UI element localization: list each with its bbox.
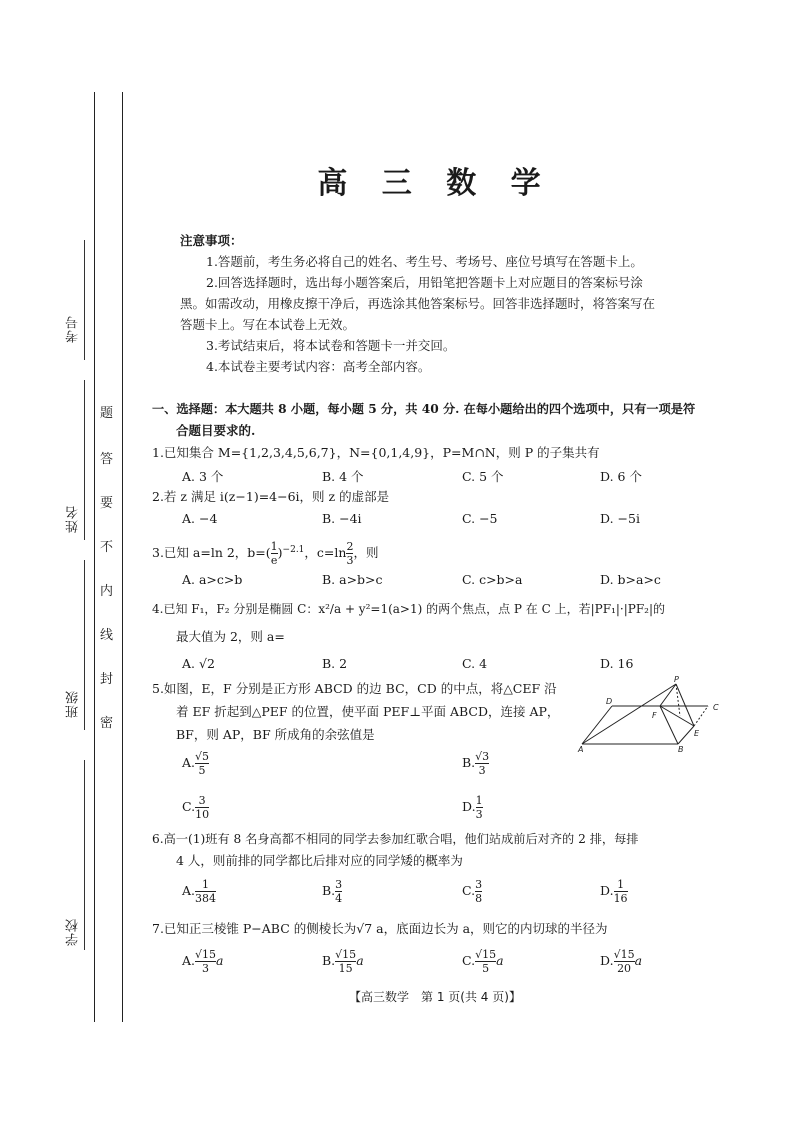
question-3-stem (152, 536, 378, 567)
school-blank (84, 760, 85, 950)
question-6-option-c (462, 878, 482, 905)
question-4-option-a: A. √2 (182, 656, 215, 671)
question-7-stem: 7.已知正三棱锥 P−ABC 的侧棱长为√7 a，底面边长为 a，则它的内切球的半径为 (152, 921, 608, 936)
label-D: D (606, 697, 613, 706)
question-3-option-a: A. a>c>b (182, 572, 243, 587)
seal-char: 要 (100, 496, 114, 511)
option-label: B. (322, 953, 336, 968)
question-6-stem: 6.高一(1)班有 8 名身高都不相同的同学去参加红歌合唱，他们站成前后对齐的 2 排，每排 (152, 832, 639, 846)
fraction-denominator: 16 (613, 892, 628, 905)
notice-item: 3.考试结束后，将本试卷和答题卡一并交回。 (206, 338, 456, 353)
question-3-option-d: D. b>a>c (600, 572, 661, 587)
seal-char: 密 (100, 716, 114, 731)
question-7-option-d (600, 948, 642, 975)
option-fraction (335, 878, 342, 905)
label-B: B (678, 745, 684, 754)
fraction-denominator: 4 (335, 892, 343, 905)
fraction-numerator: 1 (202, 878, 210, 891)
fraction-denominator: 5 (475, 961, 496, 975)
question-5-option-d (462, 794, 483, 821)
option-fraction (195, 750, 209, 777)
fraction-denominator: e (270, 554, 278, 568)
option-fraction (195, 878, 216, 905)
seal-char: 不 (100, 540, 114, 555)
question-3-stem-part: ，c=ln (304, 545, 347, 561)
segment-AP (582, 684, 676, 744)
question-7-option-b (322, 948, 364, 975)
exam-no-label: 考号 (66, 315, 81, 343)
question-4-option-d: D. 16 (600, 656, 634, 671)
fraction-denominator: 3 (475, 808, 483, 821)
question-3-exponent: −2.1 (282, 545, 305, 555)
fraction-numerator: 2 (346, 540, 354, 554)
option-label: D. (462, 799, 476, 814)
fraction-numerator: 3 (198, 794, 206, 807)
question-4-option-c: C. 4 (462, 656, 488, 671)
option-label: B. (322, 883, 336, 898)
edge-DA (582, 706, 612, 744)
option-suffix: a (634, 953, 643, 968)
option-suffix: a (356, 953, 364, 968)
seal-char: 题 (100, 406, 114, 421)
section-heading: 一、选择题：本大题共 8 小题，每小题 5 分，共 40 分. 在每小题给出的四个选项中，只有一项是符 (152, 402, 696, 416)
seal-char: 内 (100, 584, 114, 599)
option-fraction (475, 878, 482, 905)
fraction-denominator: 384 (195, 892, 217, 905)
question-2-option-a: A. −4 (182, 511, 218, 526)
fraction-denominator: 5 (195, 763, 209, 777)
notice-item: 答题卡上。写在本试卷上无效。 (180, 317, 356, 332)
question-4-stem-cont: 最大值为 2，则 a= (176, 629, 285, 644)
question-3-stem-part: ) (277, 545, 283, 561)
fraction-denominator: 3 (195, 961, 216, 975)
label-C: C (713, 703, 719, 712)
label-P: P (674, 675, 679, 684)
question-1-option-d: D. 6 个 (600, 469, 642, 484)
question-5-stem-cont: BF，则 AP，BF 所成角的余弦值是 (176, 727, 375, 742)
fraction-denominator: 15 (335, 961, 356, 975)
question-7-option-a (182, 948, 223, 975)
notice-heading: 注意事项： (180, 233, 243, 248)
notice-item: 黑。如需改动，用橡皮擦干净后，再选涂其他答案标号。回答非选择题时，将答案写在 (180, 296, 656, 311)
margin-line-inner (122, 92, 123, 1022)
fraction-numerator: √15 (335, 948, 357, 961)
name-label: 姓名 (66, 505, 81, 533)
question-6-option-d (600, 878, 628, 905)
question-1-option-c: C. 5 个 (462, 469, 504, 484)
edge-BE (678, 726, 694, 744)
section-heading-cont: 合题目要求的. (176, 423, 256, 438)
fraction-numerator: √15 (475, 948, 497, 961)
fraction-numerator: √15 (195, 948, 217, 961)
fraction-numerator: √3 (475, 750, 490, 763)
option-label: A. (182, 755, 196, 770)
option-fraction (335, 948, 356, 975)
question-6-option-a (182, 878, 216, 905)
option-label: A. (182, 883, 196, 898)
option-fraction (195, 794, 209, 821)
question-5-option-b (462, 750, 489, 777)
notice-item: 1.答题前，考生务必将自己的姓名、考生号、考场号、座位号填写在答题卡上。 (206, 254, 643, 269)
fraction-denominator: 10 (195, 808, 210, 821)
label-A: A (578, 745, 584, 754)
option-label: A. (182, 953, 196, 968)
question-2-option-b: B. −4i (322, 511, 362, 526)
question-3-option-b: B. a>b>c (322, 572, 383, 587)
label-E: E (694, 729, 700, 738)
option-suffix: a (496, 953, 504, 968)
school-label: 学校 (66, 918, 81, 946)
margin-line-outer (94, 92, 95, 1022)
class-label: 班级 (66, 690, 81, 718)
question-3-fraction (271, 540, 278, 567)
question-1-option-b: B. 4 个 (322, 469, 364, 484)
option-fraction (476, 794, 483, 821)
question-5-option-c (182, 794, 209, 821)
option-fraction (475, 948, 496, 975)
question-3-stem-part: ，则 (353, 545, 379, 561)
question-2-option-d: D. −5i (600, 511, 640, 526)
question-1-option-a: A. 3 个 (182, 469, 224, 484)
fraction-numerator: 3 (475, 878, 483, 891)
option-suffix: a (216, 953, 224, 968)
option-label: B. (462, 755, 476, 770)
seal-char: 封 (100, 672, 114, 687)
question-2-option-c: C. −5 (462, 511, 498, 526)
fraction-numerator: 1 (270, 540, 278, 554)
fraction-denominator: 3 (346, 554, 354, 568)
fraction-denominator: 8 (475, 892, 483, 905)
question-5-stem: 5.如图，E，F 分别是正方形 ABCD 的边 BC，CD 的中点，将△CEF 沿 (152, 681, 557, 696)
option-fraction (614, 948, 635, 975)
label-F: F (652, 711, 657, 720)
option-label: D. (600, 883, 614, 898)
page-title: 高 三 数 学 (317, 166, 553, 201)
notice-item: 2.回答选择题时，选出每小题答案后，用铅笔把答题卡上对应题目的答案标号涂 (206, 275, 643, 290)
question-3-stem-part: 3.已知 a=ln 2，b=( (152, 545, 271, 561)
edge-EC (694, 706, 708, 726)
notice-item: 4.本试卷主要考试内容：高考全部内容。 (206, 359, 431, 374)
question-1-stem: 1.已知集合 M={1,2,3,4,5,6,7}，N={0,1,4,9}，P=M∩N，则 P 的子集共有 (152, 445, 600, 460)
option-fraction (475, 750, 489, 777)
exam-no-blank (84, 240, 85, 360)
question-2-stem: 2.若 z 满足 i(z−1)=4−6i，则 z 的虚部是 (152, 489, 390, 504)
page-footer: 【高三数学 第 1 页(共 4 页)】 (349, 990, 521, 1004)
option-label: C. (462, 953, 476, 968)
fraction-numerator: √15 (613, 948, 635, 961)
fold-figure (570, 674, 730, 754)
fraction-denominator: 3 (475, 763, 489, 777)
fraction-numerator: 1 (617, 878, 625, 891)
edge-PF (660, 684, 676, 706)
question-4-option-b: B. 2 (322, 656, 348, 671)
seal-char: 线 (100, 628, 114, 643)
question-5-option-a (182, 750, 209, 777)
fraction-numerator: 3 (335, 878, 343, 891)
question-7-option-c (462, 948, 504, 975)
class-blank (84, 560, 85, 730)
question-5-stem-cont: 着 EF 折起到△PEF 的位置，使平面 PEF⊥平面 ABCD，连接 AP， (176, 704, 560, 719)
fraction-denominator: 20 (614, 961, 635, 975)
fraction-numerator: √5 (195, 750, 210, 763)
seal-char: 答 (100, 452, 114, 467)
option-label: C. (182, 799, 196, 814)
name-blank (84, 380, 85, 540)
question-3-option-c: C. c>b>a (462, 572, 523, 587)
option-label: D. (600, 953, 614, 968)
question-4-stem: 4.已知 F₁，F₂ 分别是椭圆 C：x²/a + y²=1(a>1) 的两个焦点，点 P 在 C 上，若|PF₁|·|PF₂|的 (152, 602, 666, 616)
question-6-stem-cont: 4 人，则前排的同学都比后排对应的同学矮的概率为 (176, 853, 463, 868)
question-6-option-b (322, 878, 342, 905)
option-fraction (195, 948, 216, 975)
fraction-numerator: 1 (475, 794, 483, 807)
option-label: C. (462, 883, 476, 898)
option-fraction (614, 878, 628, 905)
